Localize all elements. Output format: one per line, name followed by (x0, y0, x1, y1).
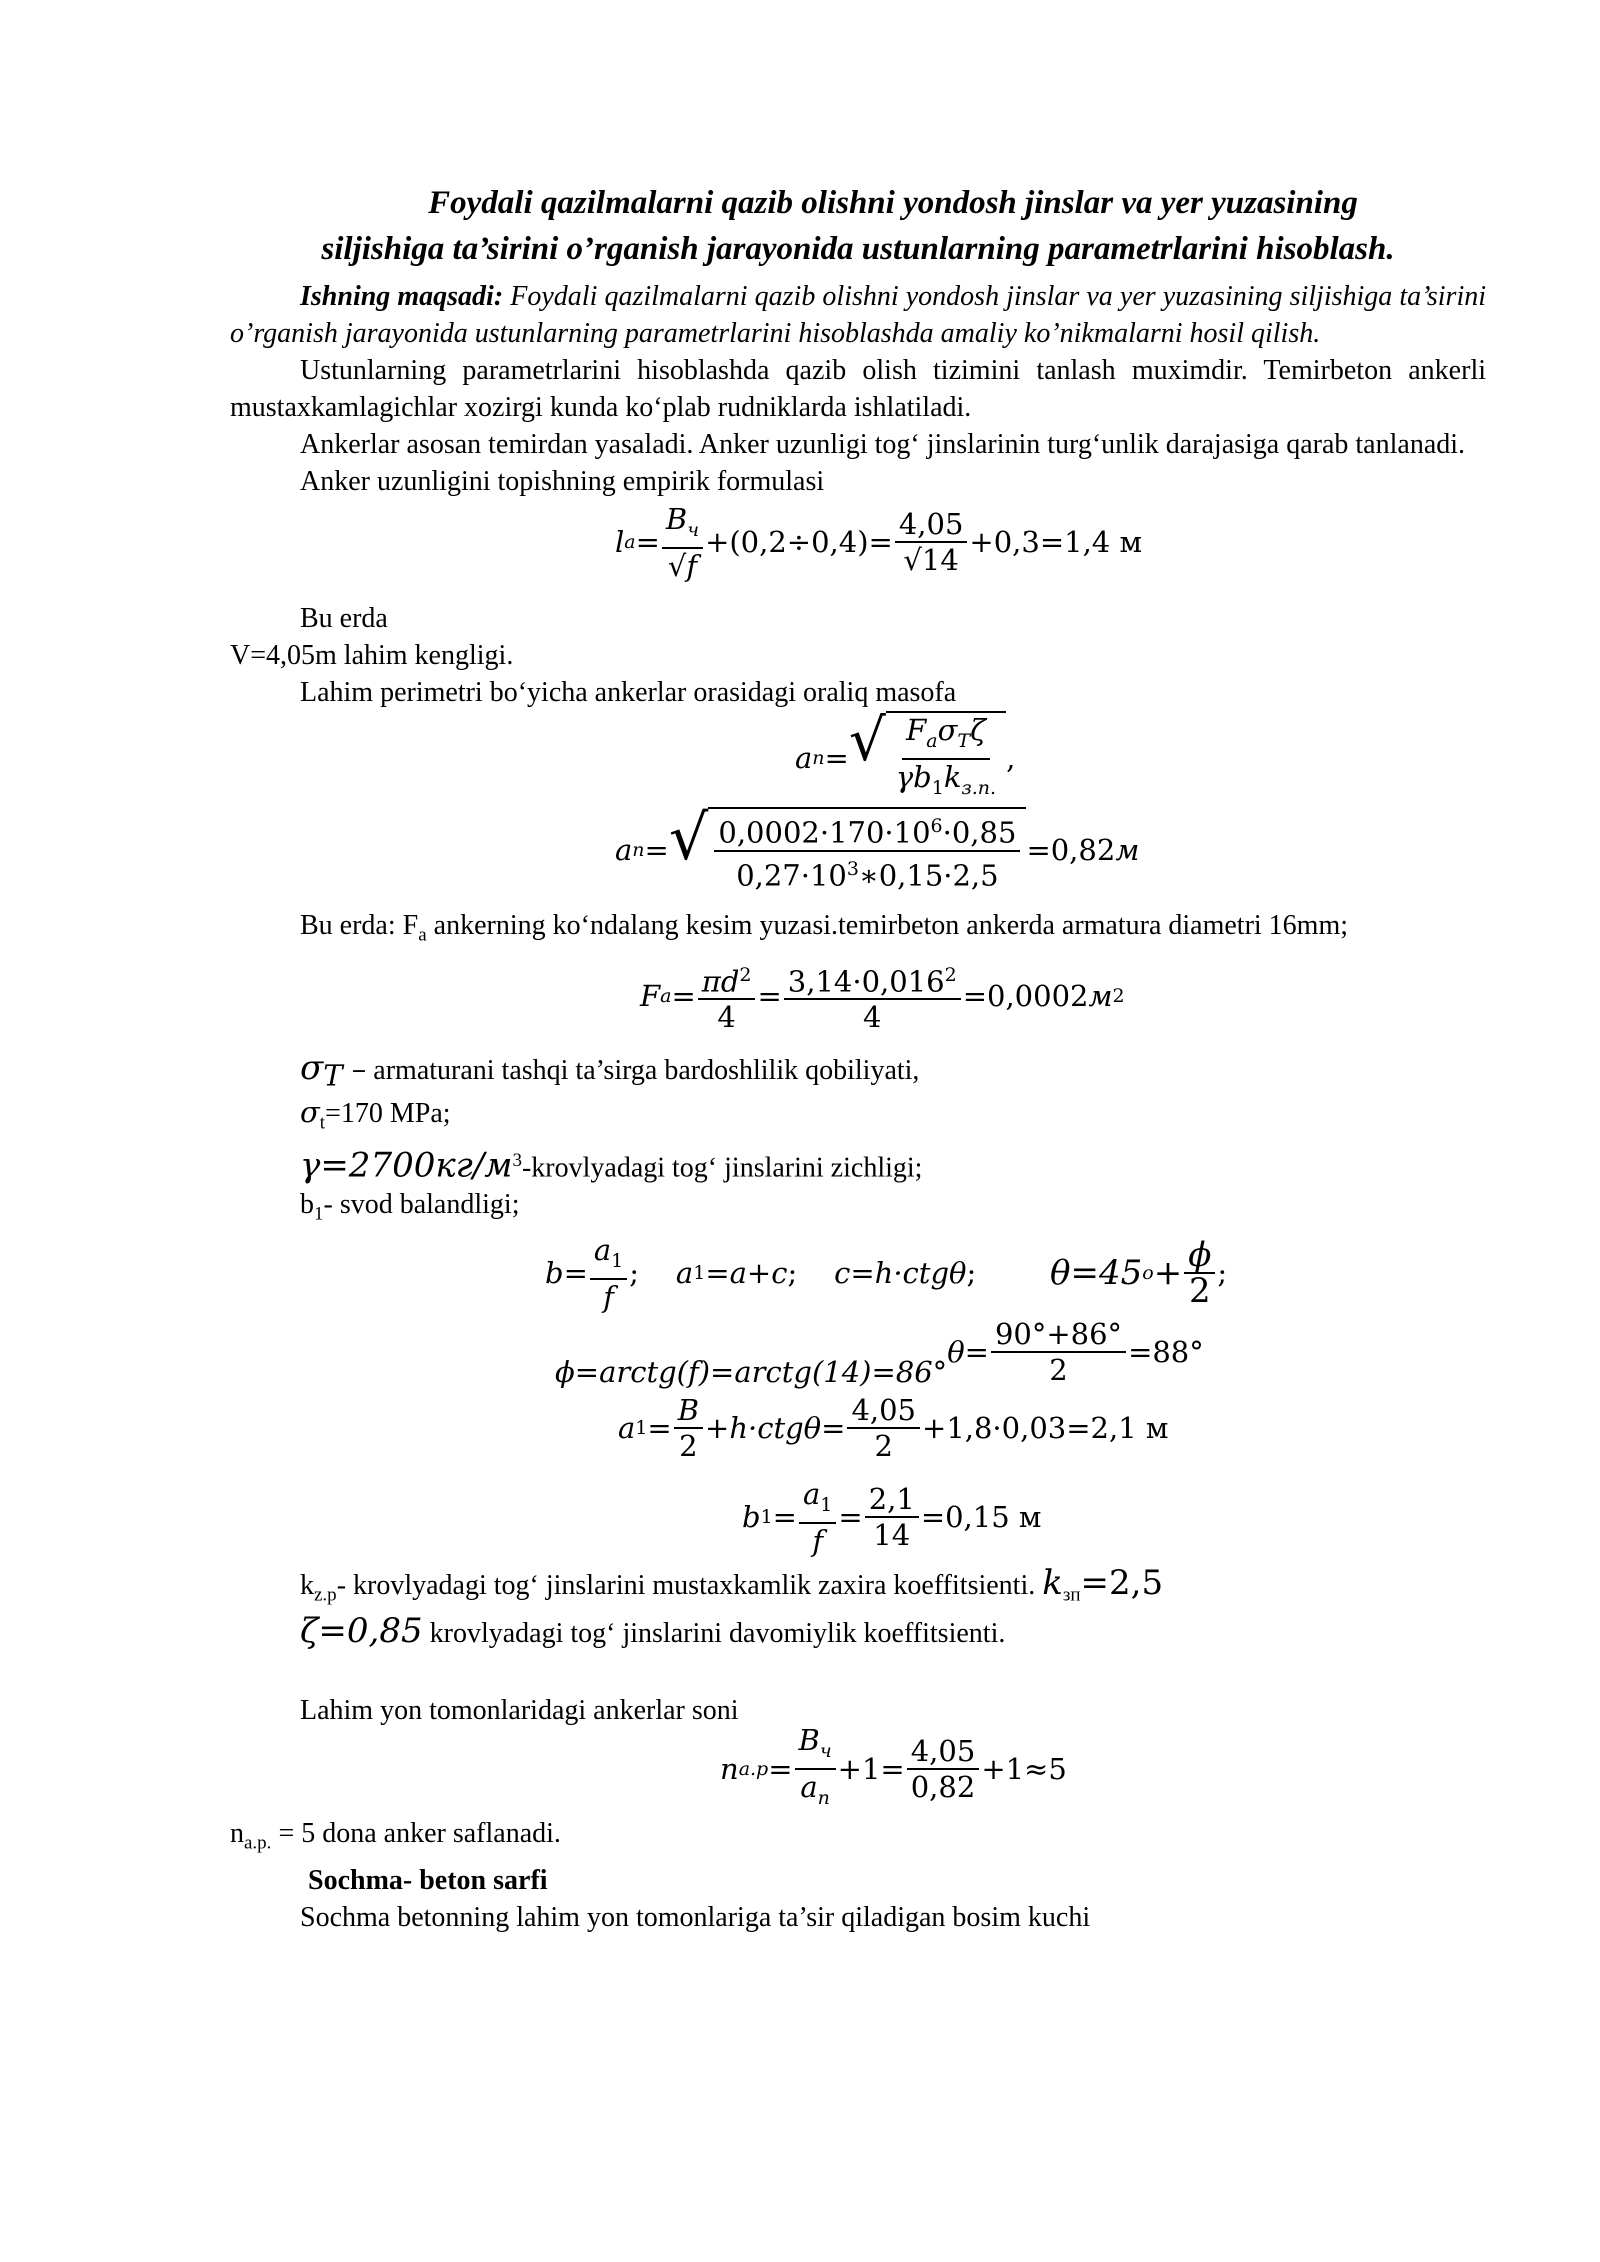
bu-erda-label: Bu erda (300, 603, 388, 634)
formula-vault-relations: b= $\frac{a_1}{f}$ ; a 1 =a+c ; c=h·ctgθ ; θ=45 o + $\frac{\phi}{2}$ ; (545, 1232, 1228, 1314)
paragraph-anchor-count: Lahim yon tomonlaridagi ankerlar soni (300, 1695, 739, 1727)
document-title (230, 180, 1486, 272)
formula-anchor-length: l a = $\frac{B_ч}{√f}$ +(0,2÷0,4)= $\frac{4,05}{√14}$ +0,3=1,4 м (615, 502, 1143, 583)
formula-spacing-general: a n = √ $\frac{F_a\sigma_T\zeta}{\gamma b_1k_{з.п.}}$ , (230, 711, 1486, 815)
paragraph-area: Bu erda: $F_a$ ankerning ko‘ndalang kesim yuzasi.temirbeton ankerda armatura diametri 16mm; (300, 910, 1349, 946)
width-definition: V=4,05m lahim kengligi. (230, 640, 514, 671)
kzp-definition: $k_{z.p}-$ krovlyadagi tog‘ jinslarini mustaxkamlik zaxira koeffitsienti. $k_{зп}=2,5$ (300, 1562, 1164, 1606)
sigma-value: $\sigma_t=170$ MPa; (300, 1095, 451, 1134)
title-line-1: Foydali qazilmalarni qazib olishni yondosh jinslar va yer yuzasining (428, 185, 1358, 221)
zeta-definition: ζ=0,85 krovlyadagi tog‘ jinslarini davomiylik koeffitsienti. (300, 1611, 1006, 1652)
b1-definition: $b_1-$ svod balandligi; (300, 1189, 520, 1225)
formula-angles: ϕ=arctg(f)=arctg(14)=86° θ= $\frac{90^\circ+86^\circ}{2}$ =88° (555, 1316, 1204, 1389)
paragraph-system: Ustunlarning parametrlarini hisoblashda qazib olish tizimini tanlash muximdir. Temirbeton ankerli mustaxkamlagichlar xozirgi kunda ko‘plab rudniklarda ishlatiladi. (230, 355, 1486, 423)
formula-spacing-value: a n = √ $\frac{0,0002\cdot 170\cdot 10^6\cdot 0,85}{0,27\cdot 10^3∗0,15\cdot 2,5}$ =0,82 м (615, 801, 1140, 893)
aim-label: Ishning maqsadi: (300, 281, 504, 312)
aim-paragraph (230, 278, 1486, 352)
document-page (230, 180, 1486, 1936)
paragraph-empirical: Anker uzunligini topishning empirik formulasi (300, 466, 825, 497)
paragraph-pressure: Sochma betonning lahim yon tomonlariga ta’sir qiladigan bosim kuchi (300, 1901, 1091, 1933)
nap-result: $n_{a.p.} = 5$ dona anker saflanadi. (230, 1818, 561, 1854)
aim-text: Foydali qazilmalarni qazib olishni yondosh jinslar va yer yuzasining siljishiga ta’sirini o’rganish jarayonida ustunlarning parametrlarini hisoblashda amaliy ko’nikmalarni hosil qilish. (230, 281, 1487, 349)
formula-a1: a 1 = $\frac{B}{2}$ +h·ctgθ= $\frac{4,05}{2}$ +1,8·0,03=2,1 м (618, 1392, 1169, 1463)
gamma-definition: $\gamma=2700кг/м^3$-krovlyadagi tog‘ jinslarini zichligi; (300, 1145, 923, 1186)
section-heading: Sochma- beton sarfi (308, 1864, 548, 1896)
sigma-definition: $\sigma_T$ – armaturani tashqi ta’sirga bardoshlilik qobiliyati, (300, 1047, 920, 1093)
formula-anchor-count: n a.p = $\frac{B_ч}{a_n}$ +1= $\frac{4,05}{0,82}$ +1≈5 (720, 1723, 1067, 1809)
title-line-2: siljishiga ta’sirini o’rganish jarayonida ustunlarning parametrlarini hisoblash. (321, 231, 1395, 267)
paragraph-anchors: Ankerlar asosan temirdan yasaladi. Anker uzunligi tog‘ jinslarinin turg‘unlik darajasiga qarab tanlanadi. (300, 429, 1466, 460)
formula-b1: b 1 = $\frac{a_1}{f}$ = $\frac{2,1}{14}$ =0,15 м (742, 1476, 1042, 1558)
paragraph-spacing: Lahim perimetri bo‘yicha ankerlar orasidagi oraliq masofa (300, 677, 957, 708)
formula-area: F a = $\frac{\pi d^2}{4}$ = $\frac{3,14\cdot 0,016^2}{4}$ =0,0002 м 2 (230, 954, 1486, 1042)
